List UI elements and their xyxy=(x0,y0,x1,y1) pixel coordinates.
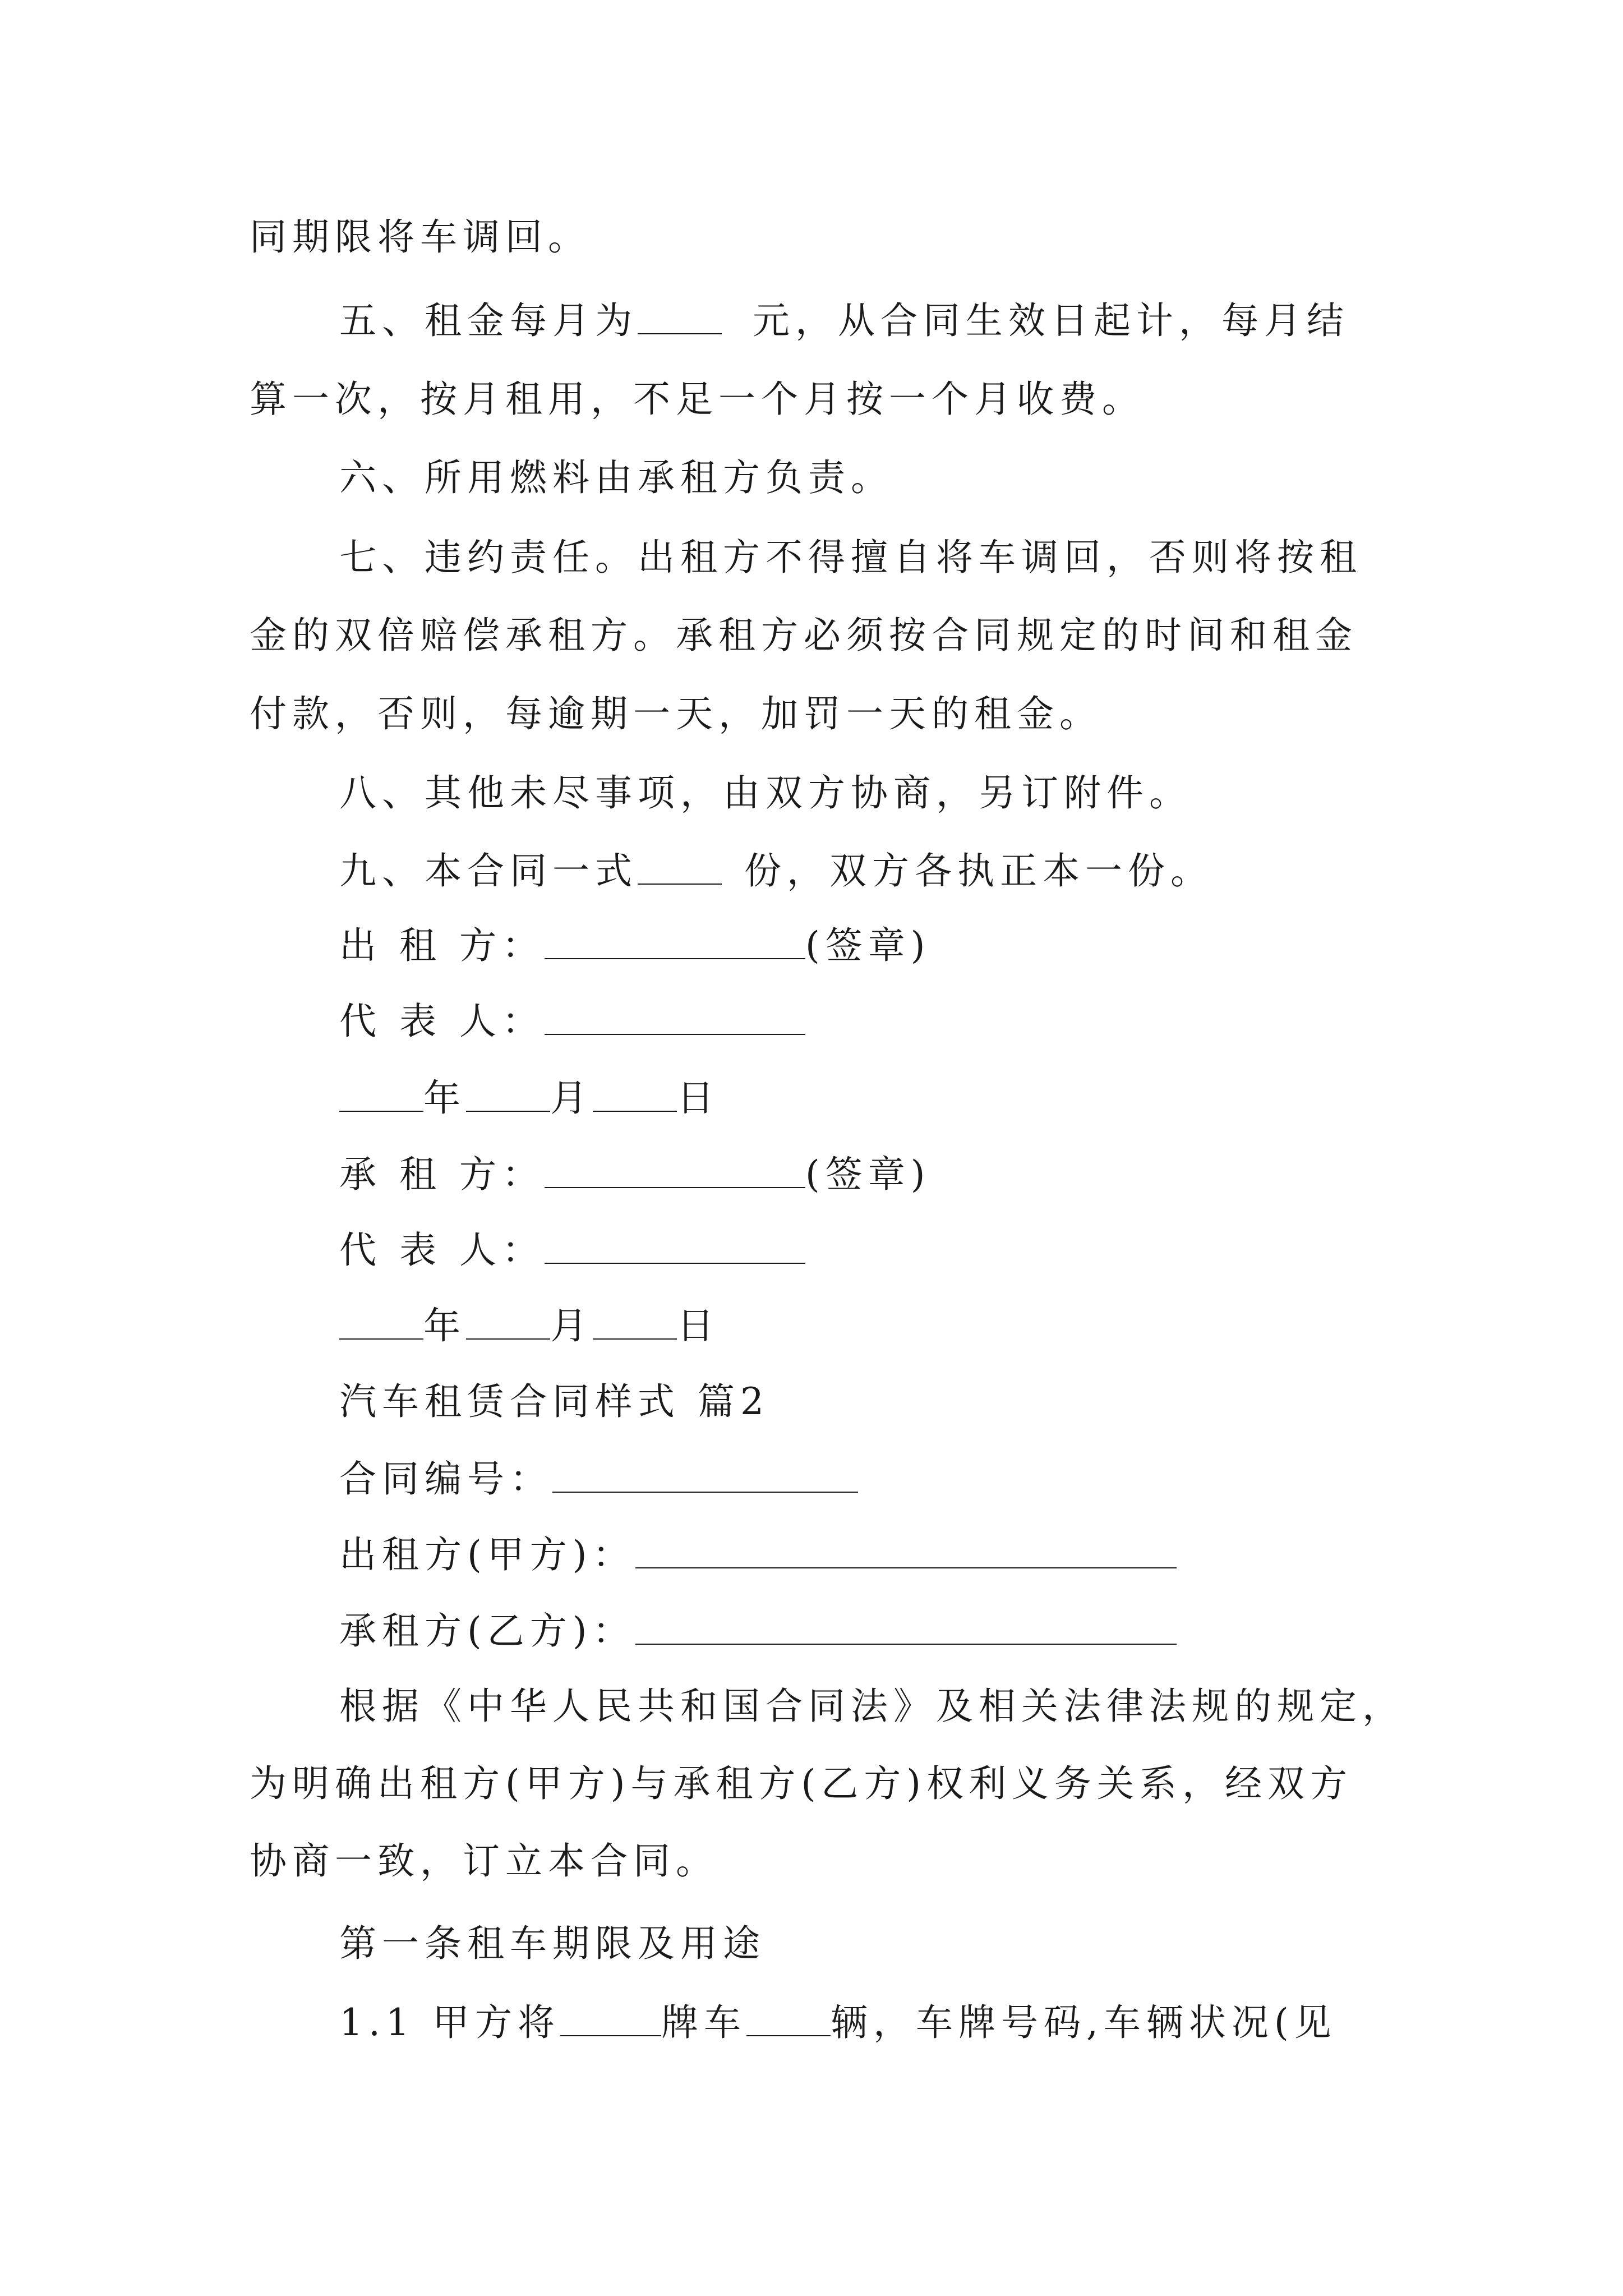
party-b-line: 承租方(乙方)： xyxy=(339,1609,1177,1654)
rent-amount-blank[interactable] xyxy=(638,298,722,334)
lessor-name-blank[interactable] xyxy=(545,923,805,959)
lessee-date-line: 年 月 日 xyxy=(339,1304,720,1349)
contract-number-blank[interactable] xyxy=(552,1457,858,1493)
clause-7-line-1: 七、违约责任。出租方不得擅自将车调回，否则将按租 xyxy=(339,536,1362,579)
contract-number-line: 合同编号： xyxy=(339,1457,858,1502)
year-blank[interactable] xyxy=(339,1076,423,1112)
lessee-representative-line: 代 表 人： xyxy=(339,1228,805,1273)
lessor-date-line: 年 月 日 xyxy=(339,1076,720,1121)
lessor-signature-line: 出 租 方： (签章) xyxy=(339,924,931,967)
party-b-blank[interactable] xyxy=(635,1609,1177,1645)
lessor-representative-blank[interactable] xyxy=(545,999,805,1035)
section-heading: 汽车租赁合同样式 篇2 xyxy=(339,1380,769,1423)
preamble-line-3: 协商一致，订立本合同。 xyxy=(250,1839,718,1883)
lessee-representative-blank[interactable] xyxy=(545,1228,805,1264)
clause-5-line-1: 五、租金每月为 元，从合同生效日起计，每月结 xyxy=(339,299,1349,342)
clause-8: 八、其他未尽事项，由双方协商，另订附件。 xyxy=(339,771,1192,815)
month-blank[interactable] xyxy=(466,1304,550,1340)
party-a-line: 出租方(甲方)： xyxy=(339,1533,1177,1577)
day-blank[interactable] xyxy=(593,1304,677,1340)
clause-7-line-3: 付款，否则，每逾期一天，加罚一天的租金。 xyxy=(250,692,1102,735)
day-blank[interactable] xyxy=(593,1076,677,1112)
preamble-line-2: 为明确出租方(甲方)与承租方(乙方)权利义务关系，经双方 xyxy=(250,1762,1353,1805)
preamble-line-1: 根据《中华人民共和国合同法》及相关法律法规的规定， xyxy=(339,1685,1405,1728)
lessee-name-blank[interactable] xyxy=(545,1152,805,1188)
clause-5-line-2: 算一次，按月租用，不足一个月按一个月收费。 xyxy=(250,378,1145,421)
clause-6: 六、所用燃料由承租方负责。 xyxy=(339,456,893,499)
month-blank[interactable] xyxy=(466,1076,550,1112)
lessor-representative-line: 代 表 人： xyxy=(339,999,805,1044)
article-1-heading: 第一条租车期限及用途 xyxy=(339,1922,766,1965)
copies-count-blank[interactable] xyxy=(638,849,722,885)
year-blank[interactable] xyxy=(339,1304,423,1340)
plate-brand-blank[interactable] xyxy=(560,2000,661,2036)
paragraph-line xyxy=(250,215,591,260)
lessee-signature-line: 承 租 方： (签章) xyxy=(339,1153,931,1196)
clause-7-line-2: 金的双倍赔偿承租方。承租方必须按合同规定的时间和租金 xyxy=(250,614,1358,657)
clause-4-continuation: 同期限将车调回。 xyxy=(250,215,591,259)
vehicle-count-blank[interactable] xyxy=(746,2000,831,2036)
party-a-blank[interactable] xyxy=(635,1533,1177,1568)
clause-9: 九、本合同一式 份，双方各执正本一份。 xyxy=(339,849,1213,892)
clause-1-1-line: 1.1 甲方将 牌车 辆，车牌号码,车辆状况(见 xyxy=(339,2001,1337,2044)
